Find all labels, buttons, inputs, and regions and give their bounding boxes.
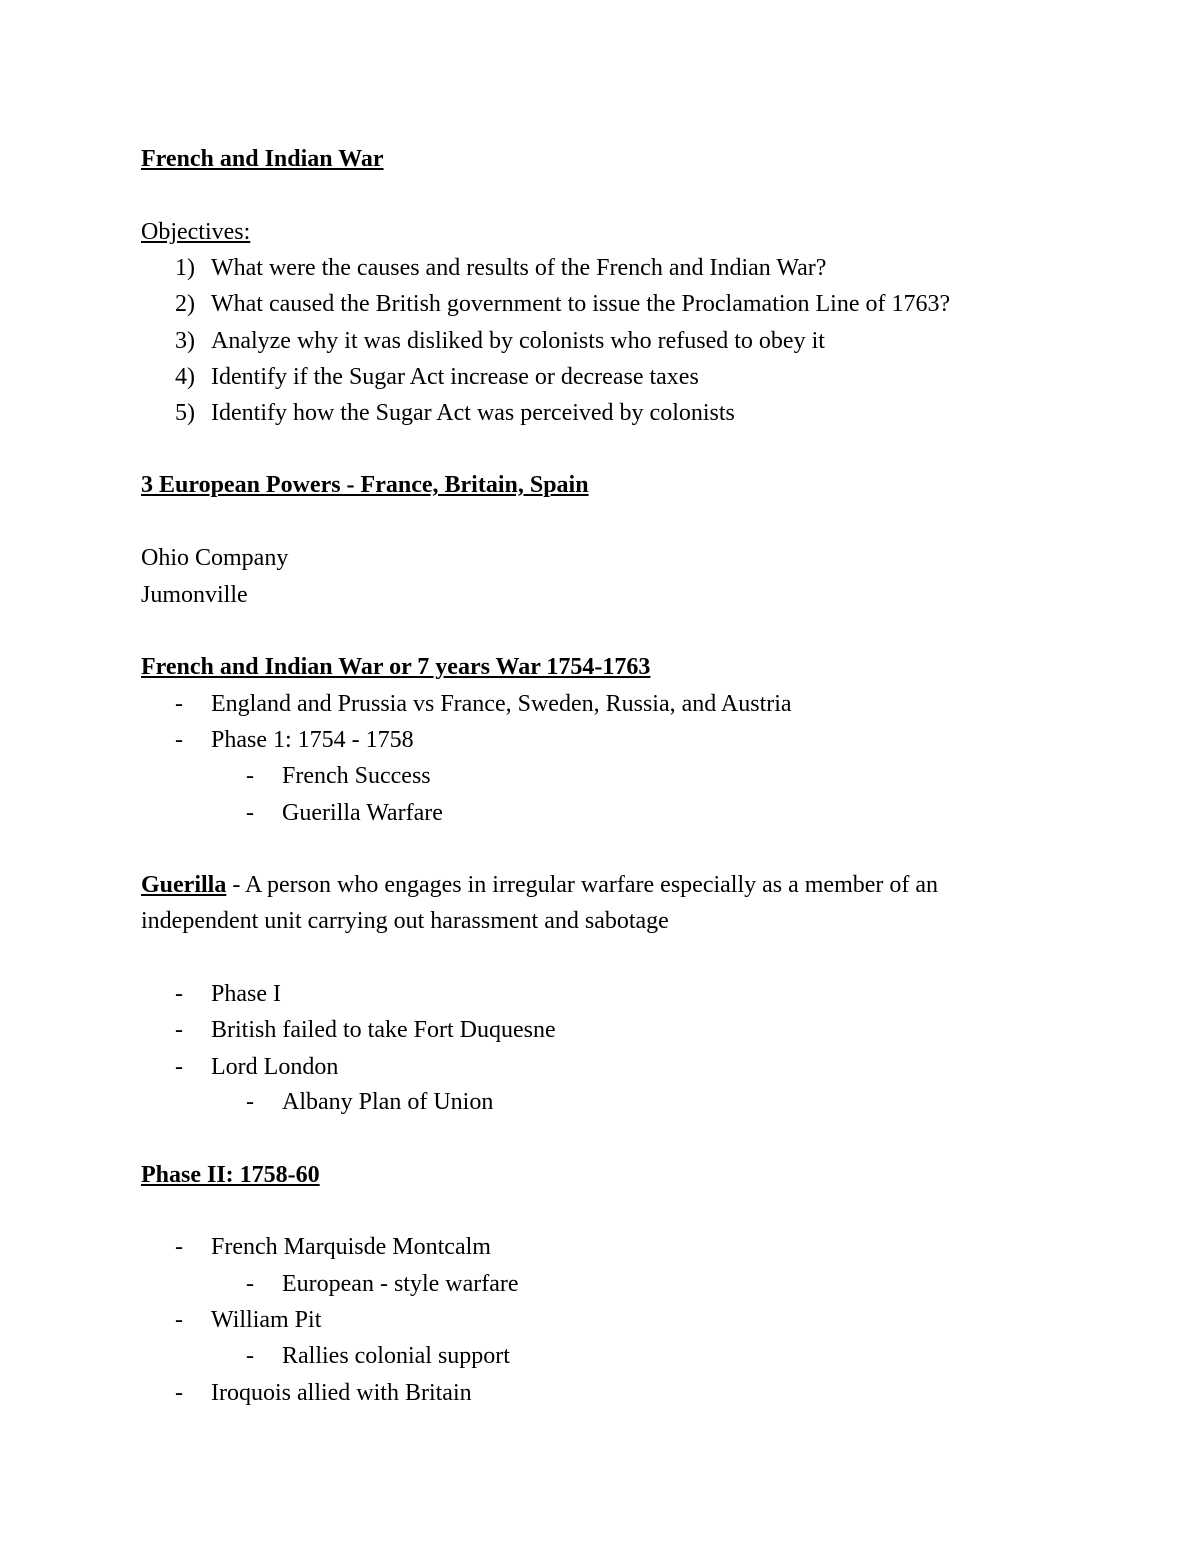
objective-number: 3) — [175, 328, 195, 354]
guerilla-definition: - A person who engages in irregular warfare especially as a member of an — [226, 872, 939, 898]
objective-text: What were the causes and results of the French and Indian War? — [211, 255, 827, 281]
bullet-text: French Marquisde Montcalm — [211, 1234, 491, 1260]
objective-number: 4) — [175, 364, 195, 390]
objectives-label: Objectives: — [141, 219, 251, 245]
phase2-heading: Phase II: 1758-60 — [141, 1162, 320, 1188]
objective-number: 5) — [175, 400, 195, 426]
bullet-dash: - — [246, 1343, 254, 1369]
sub-bullet-item — [246, 761, 431, 791]
bullet-item — [175, 1305, 321, 1335]
objective-item — [175, 326, 825, 356]
bullet-item — [175, 979, 281, 1009]
bullet-dash: - — [246, 763, 254, 789]
bullet-text: Albany Plan of Union — [282, 1089, 494, 1115]
objective-number: 1) — [175, 255, 195, 281]
ohio-company-line: Ohio Company — [141, 545, 289, 571]
bullet-dash: - — [175, 691, 183, 717]
powers-heading: 3 European Powers - France, Britain, Spain — [141, 472, 589, 498]
objective-item — [175, 398, 735, 428]
objective-text: Identify how the Sugar Act was perceived by colonists — [211, 400, 735, 426]
bullet-item — [175, 689, 792, 719]
sub-bullet-item — [246, 1341, 510, 1371]
sub-bullet-item — [246, 798, 443, 828]
bullet-text: Iroquois allied with Britain — [211, 1380, 472, 1406]
objective-item — [175, 289, 950, 319]
bullet-text: French Success — [282, 763, 431, 789]
bullet-text: Guerilla Warfare — [282, 800, 443, 826]
objective-item — [175, 253, 826, 283]
bullet-text: European - style warfare — [282, 1271, 519, 1297]
bullet-text: Phase 1: 1754 - 1758 — [211, 727, 414, 753]
guerilla-term: Guerilla — [141, 872, 227, 898]
page-title: French and Indian War — [141, 146, 384, 172]
bullet-dash: - — [175, 727, 183, 753]
bullet-dash: - — [175, 1054, 183, 1080]
jumonville-line: Jumonville — [141, 582, 248, 608]
bullet-text: British failed to take Fort Duquesne — [211, 1017, 556, 1043]
objective-text: Analyze why it was disliked by colonists who refused to obey it — [211, 328, 825, 354]
sub-bullet-item — [246, 1087, 493, 1117]
guerilla-definition-line2: independent unit carrying out harassment and sabotage — [141, 908, 669, 934]
bullet-dash: - — [246, 1089, 254, 1115]
bullet-dash: - — [246, 800, 254, 826]
bullet-dash: - — [175, 1380, 183, 1406]
objective-item — [175, 362, 699, 392]
bullet-dash: - — [175, 1307, 183, 1333]
objective-text: What caused the British government to issue the Proclamation Line of 1763? — [211, 291, 951, 317]
bullet-item — [175, 725, 414, 755]
bullet-item — [175, 1232, 491, 1262]
bullet-item — [175, 1052, 338, 1082]
war-heading: French and Indian War or 7 years War 1754-1763 — [141, 654, 651, 680]
objective-number: 2) — [175, 291, 195, 317]
bullet-text: Phase I — [211, 981, 281, 1007]
sub-bullet-item — [246, 1269, 519, 1299]
bullet-text: Rallies colonial support — [282, 1343, 510, 1369]
bullet-dash: - — [175, 981, 183, 1007]
bullet-item — [175, 1015, 556, 1045]
bullet-text: William Pit — [211, 1307, 322, 1333]
bullet-dash: - — [175, 1017, 183, 1043]
guerilla-definition-line1 — [141, 870, 938, 900]
objective-text: Identify if the Sugar Act increase or decrease taxes — [211, 364, 699, 390]
bullet-text: England and Prussia vs France, Sweden, Russia, and Austria — [211, 691, 792, 717]
bullet-dash: - — [246, 1271, 254, 1297]
bullet-text: Lord London — [211, 1054, 339, 1080]
bullet-dash: - — [175, 1234, 183, 1260]
bullet-item — [175, 1378, 472, 1408]
